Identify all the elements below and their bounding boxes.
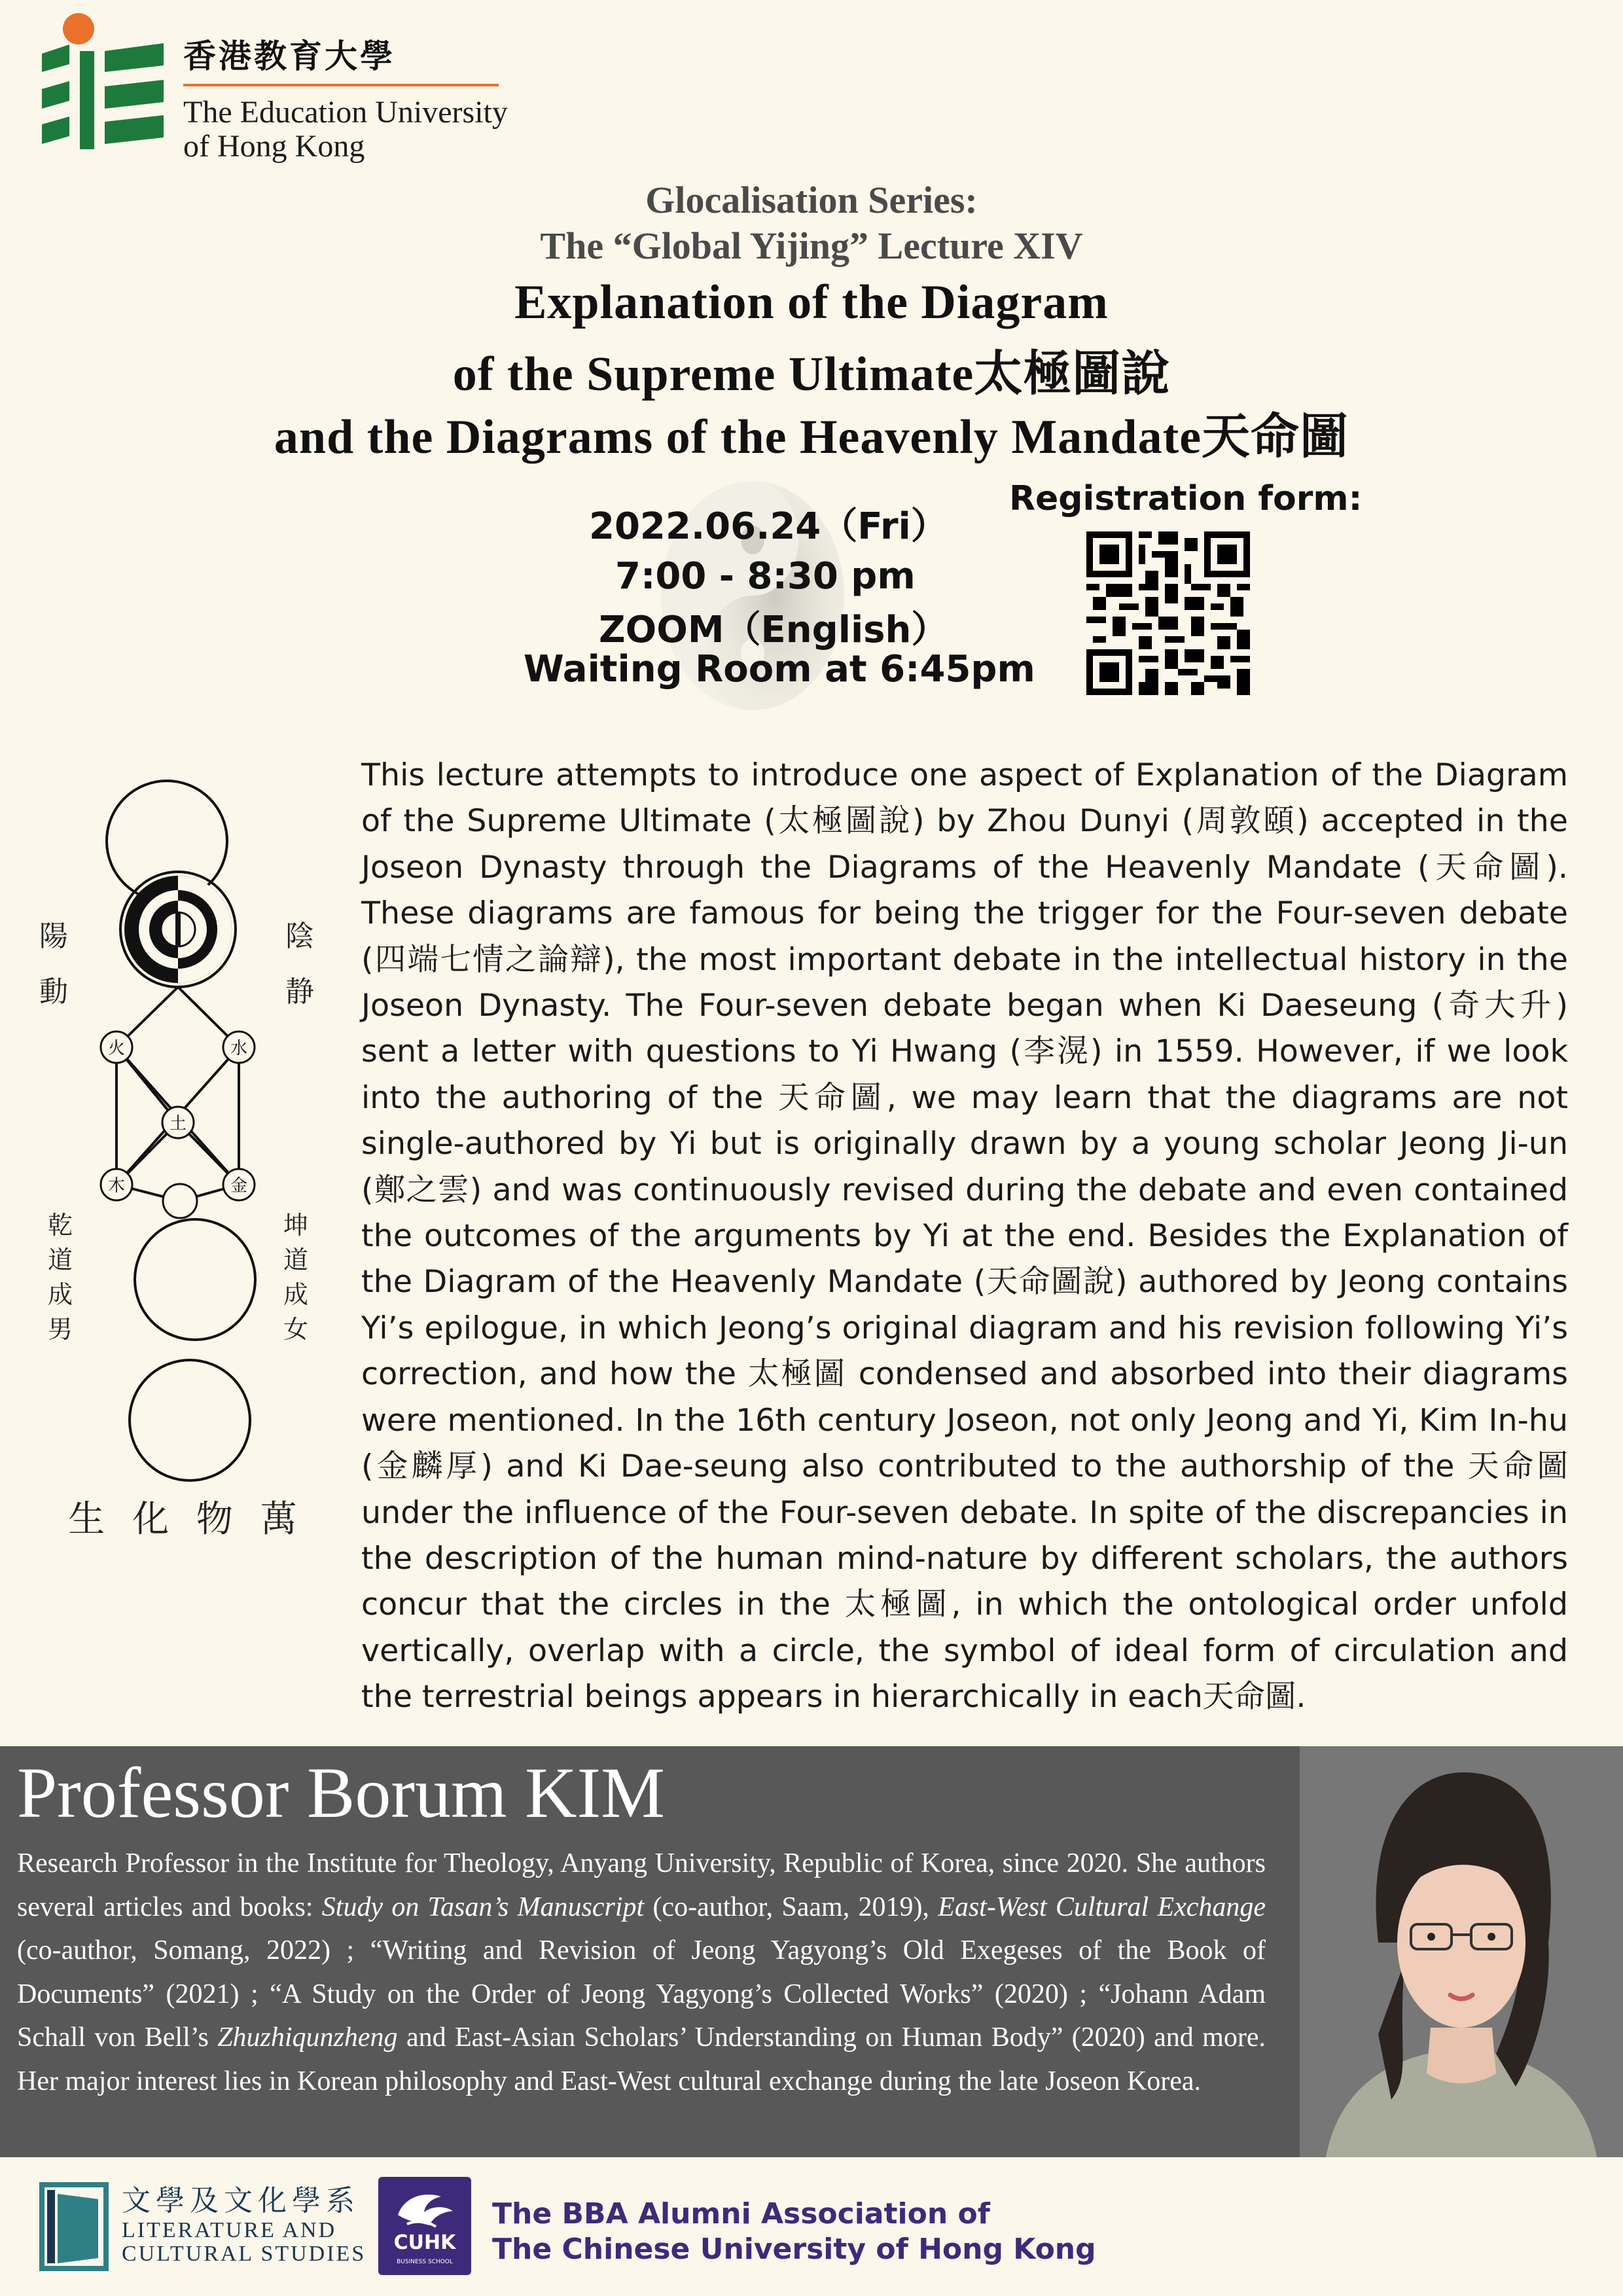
speaker-name: Professor Borum KIM	[17, 1753, 665, 1833]
institution-name-en-1: The Education University	[183, 95, 508, 130]
cuhk-subtitle: BUSINESS SCHOOL	[397, 2259, 453, 2265]
label-qian-1: 乾	[47, 1211, 73, 1240]
diagram-circle-bottom	[130, 1360, 250, 1480]
lcs-name-zh: 文學及文化學系	[122, 2184, 360, 2217]
lcs-department-logo	[38, 2181, 110, 2272]
lcs-name-en-2: CULTURAL STUDIES	[122, 2242, 366, 2266]
eduhk-logo-text	[183, 30, 508, 164]
bio-book-3: Zhuzhiqunzheng	[217, 2022, 398, 2053]
bba-alumni-association	[492, 2197, 1096, 2267]
event-date: 2022.06.24（Fri）	[589, 505, 948, 548]
element-fire: 火	[107, 1039, 126, 1058]
lecture-title-line-1: Explanation of the Diagram	[514, 276, 1109, 329]
label-kun-4: 女	[283, 1315, 309, 1344]
event-waiting-room: Waiting Room at 6:45pm	[524, 648, 1035, 691]
speaker-bio	[17, 1842, 1266, 2103]
bio-part-2: (co-author, Saam, 2019),	[644, 1892, 938, 1922]
registration-label: Registration form:	[1009, 479, 1363, 518]
label-qian-4: 男	[47, 1315, 73, 1344]
bio-part-3: (co-author, Somang, 2022) ; “Writing and Revision of Jeong Yagyong’s Old Exegeses of the Book of Documents” (2021) ; “A Study on the Order of Jeong Yagyong’s Collected Works” (2020) ; “Johann Adam Schall von Bell’s	[17, 1935, 1266, 2053]
bio-book-1: Study on Tasan’s Manuscript	[321, 1892, 645, 1922]
bio-part-4: and East-Asian Scholars’ Understanding on Human Body” (2020) and more. Her major interest lies in Korean philosophy and East-West cultural exchange during the late Joseon Korea.	[17, 2022, 1266, 2096]
bio-part-1: Research Professor in the Institute for Theology, Anyang University, Republic of Korea, since 2020. She authors several articles and books:	[17, 1848, 1266, 1922]
bba-line-2: The Chinese University of Hong Kong	[492, 2233, 1096, 2266]
diagram-circle-lower	[135, 1219, 255, 1340]
supreme-ultimate-diagram	[26, 759, 340, 1545]
institution-name-zh: 香港教育大學	[183, 37, 395, 75]
label-kun-3: 成	[283, 1280, 309, 1309]
label-kun-2: 道	[283, 1246, 309, 1274]
lecture-abstract: This lecture attempts to introduce one aspect of Explanation of the Diagram of the Supreme Ultimate (太極圖說) by Zhou Dunyi (周敦頤) accepted in the Joseon Dynasty through the Diagrams of the Heavenly Mandate (天命圖). These diagrams are famous for being the trigger for the Four-seven debate (四端七情之論辯), the most important debate in the intellectual history in the Joseon Dynasty. The Four-seven debate began when Ki Daeseung (奇大升) sent a letter with questions to Yi Hwang (李滉) in 1559. However, if we look into the authoring of the 天命圖, we may learn that the diagrams are not single-authored by Yi but is originally drawn by a young scholar Jeong Ji-un (鄭之雲) and was continuously revised during the debate and even contained the outcomes of the arguments by Yi at the end. Besides the Explanation of the Diagram of the Heavenly Mandate (天命圖說) authored by Jeong contains Yi’s epilogue, in which Jeong’s original diagram and his revision following Yi’s correction, and how the 太極圖 condensed and absorbed into their diagrams were mentioned. In the 16th century Joseon, not only Jeong and Yi, Kim In-hu (金麟厚) and Ki Dae-seung also contributed to the authorship of the 天命圖 under the influence of the Four-seven debate. In spite of the discrepancies in the description of the human mind-nature by different scholars, the authors concur that the circles in the 太極圖, in which the ontological order unfold vertically, overlap with a circle, the symbol of ideal form of circulation and the terrestrial beings appears in hierarchically in each天命圖.	[361, 757, 1568, 1715]
label-kun-1: 坤	[283, 1211, 309, 1240]
registration-qr-code[interactable]	[1086, 531, 1250, 695]
event-time: 7:00 - 8:30 pm	[615, 555, 916, 598]
cuhk-business-school-logo	[378, 2177, 471, 2275]
label-qian-3: 成	[47, 1280, 73, 1309]
element-metal: 金	[230, 1176, 248, 1196]
logo-divider	[183, 84, 499, 86]
bio-book-2: East-West Cultural Exchange	[938, 1892, 1266, 1922]
diagram-caption: 生 化 物 萬	[68, 1498, 305, 1541]
lecture-title-line-3: and the Diagrams of the Heavenly Mandate天命圖	[274, 410, 1349, 464]
series-lecture: The “Global Yijing” Lecture XIV	[540, 224, 1083, 267]
speaker-portrait	[1300, 1746, 1623, 2157]
label-qian-2: 道	[47, 1246, 73, 1274]
label-yin-2: 静	[285, 975, 314, 1009]
label-yang-1: 陽	[39, 920, 68, 953]
label-yin-1: 陰	[285, 920, 314, 953]
element-earth: 土	[169, 1114, 187, 1134]
lcs-name-en-1: LITERATURE AND	[122, 2218, 337, 2242]
institution-name-en-2: of Hong Kong	[183, 129, 365, 164]
lecture-title-line-2: of the Supreme Ultimate太極圖說	[452, 348, 1171, 401]
yin-yang-concentric-icon	[124, 876, 232, 983]
element-water: 水	[230, 1039, 248, 1058]
label-yang-2: 動	[39, 975, 68, 1009]
element-wood: 木	[107, 1176, 126, 1196]
series-title: Glocalisation Series:	[645, 179, 978, 221]
bba-line-1: The BBA Alumni Association of	[492, 2197, 990, 2231]
cuhk-abbr: CUHK	[393, 2231, 456, 2254]
event-venue: ZOOM（English）	[599, 609, 948, 651]
lcs-department-text	[122, 2177, 366, 2266]
eduhk-logo-mark	[41, 12, 165, 151]
